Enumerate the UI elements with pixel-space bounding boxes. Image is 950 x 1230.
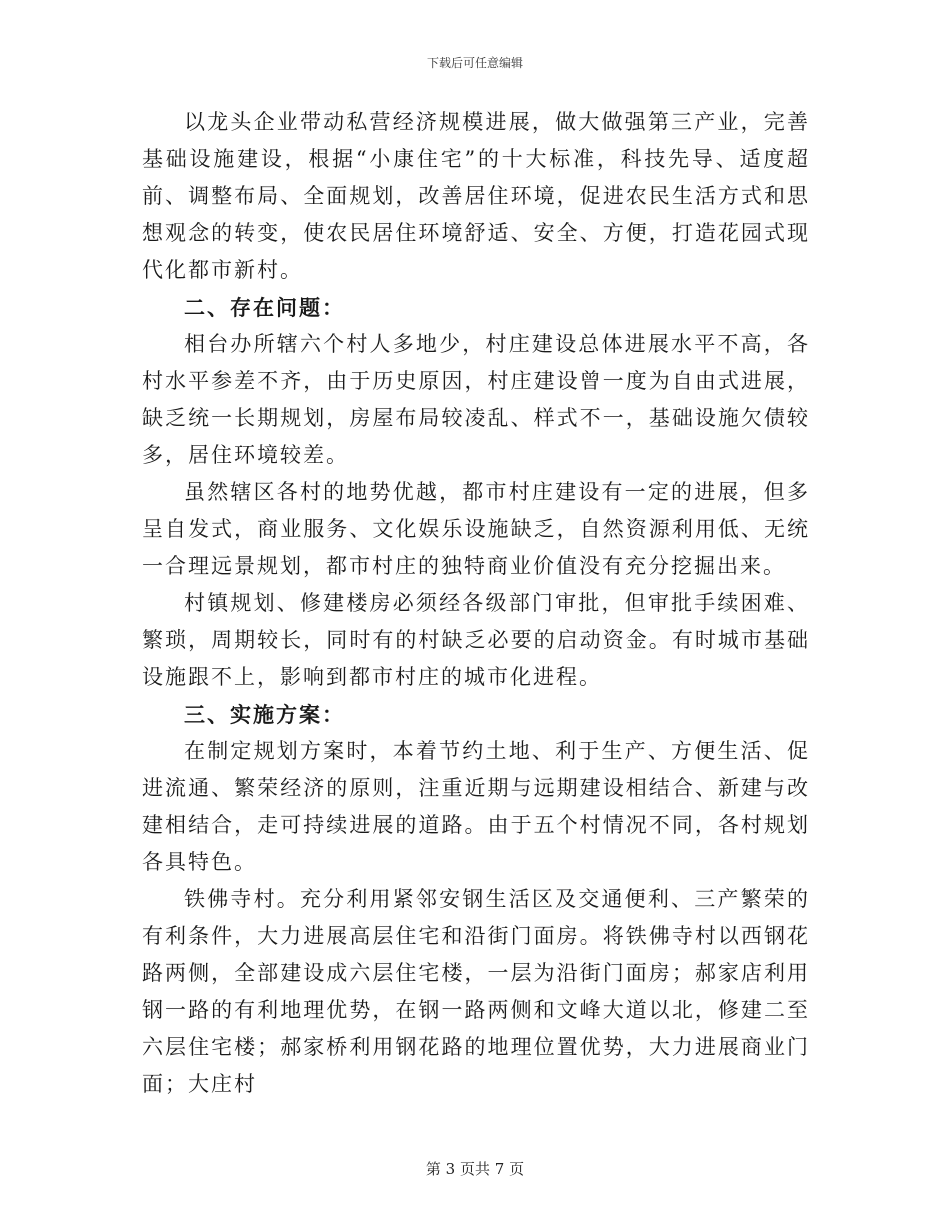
paragraph-problem-2: 虽然辖区各村的地势优越，都市村庄建设有一定的进展，但多呈自发式，商业服务、文化娱乐设施缺乏，自然资源利用低、无统一合理远景规划，都市村庄的独特商业价值没有充分挖掘出来。 [142,480,810,578]
page-number: 第 3 页共 7 页 [425,1160,525,1178]
section-heading-problems: 二、存在问题： [184,295,345,320]
paragraph-plan-1: 在制定规划方案时，本着节约土地、利于生产、方便生活、促进流通、繁荣经济的原则，注重近期与远期建设相结合、新建与改建相结合，走可持续进展的道路。由于五个村情况不同，各村规划各具特色。 [142,739,810,874]
section-heading-plan: 三、实施方案： [184,702,345,727]
paragraph-intro: 以龙头企业带动私营经济规模进展，做大做强第三产业，完善基础设施建设，根据“小康住宅”的十大标准，科技先导、适度超前、调整布局、全面规划，改善居住环境，促进农民生活方式和思想观念的转变，使农民居住环境舒适、安全、方便，打造花园式现代化都市新村。 [142,110,810,282]
page-header: 下载后可任意编辑 [426,56,523,70]
paragraph-problem-1: 相台办所辖六个村人多地少，村庄建设总体进展水平不高，各村水平参差不齐，由于历史原因，村庄建设曾一度为自由式进展，缺乏统一长期规划，房屋布局较凌乱、样式不一，基础设施欠债较多，居住环境较差。 [142,332,810,467]
paragraph-plan-2: 铁佛寺村。充分利用紧邻安钢生活区及交通便利、三产繁荣的有利条件，大力进展高层住宅和沿街门面房。将铁佛寺村以西钢花路两侧，全部建设成六层住宅楼，一层为沿街门面房；郝家店利用钢一路的有利地理优势，在钢一路两侧和文峰大道以北，修建二至六层住宅楼；郝家桥利用钢花路的地理位置优势，大力进展商业门面；大庄村 [142,887,810,1096]
paragraph-problem-3: 村镇规划、修建楼房必须经各级部门审批，但审批手续困难、繁琐，周期较长，同时有的村缺乏必要的启动资金。有时城市基础设施跟不上，影响到都市村庄的城市化进程。 [142,591,810,689]
document-body [142,104,810,1103]
